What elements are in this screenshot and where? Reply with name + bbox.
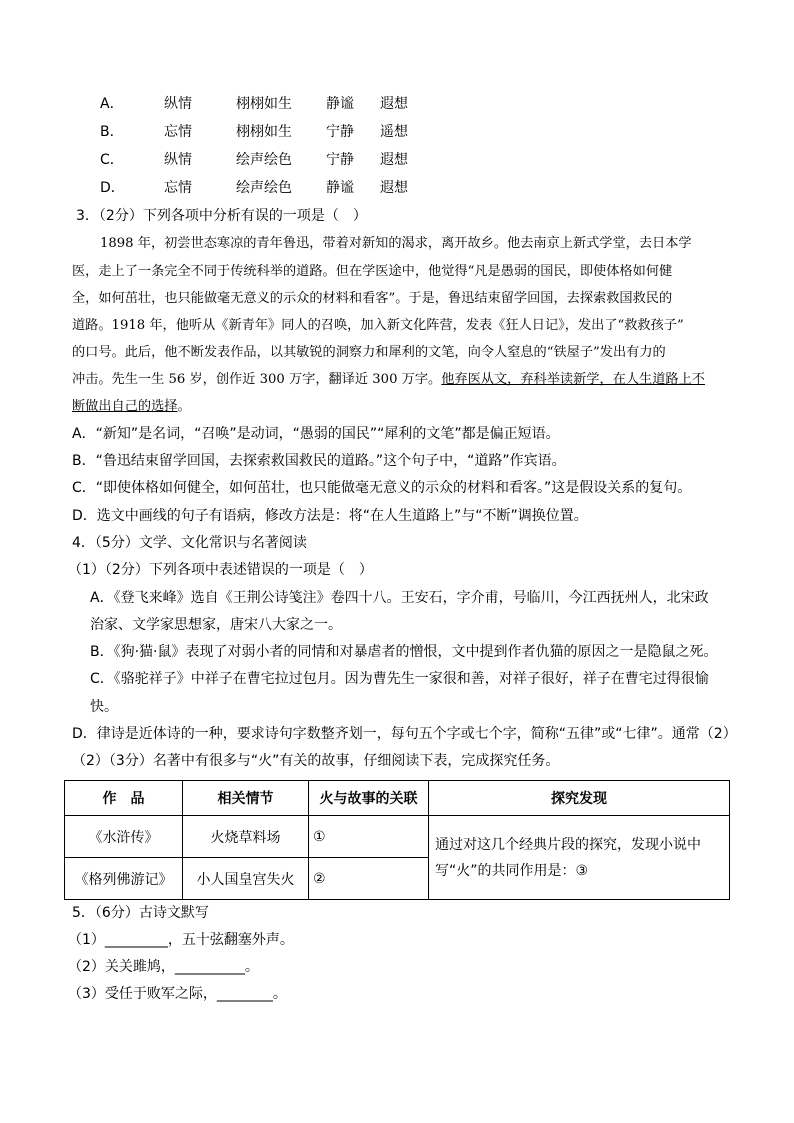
q3-passage-text: 冲击。先生一生 56 岁，创作近 300 万字，翻译近 300 万字。 bbox=[72, 372, 442, 387]
q2-word: 纵情 bbox=[164, 96, 192, 112]
q4-sub1-option-a-cont: 治家、文学家思想家，唐宋八大家之一。 bbox=[90, 617, 342, 633]
q2-option-c bbox=[100, 150, 408, 170]
table-cell-plot: 小人国皇宫失火 bbox=[183, 858, 309, 900]
q2-option-letter: A． bbox=[100, 96, 124, 112]
q2-word: 静谧 bbox=[326, 180, 354, 196]
q3-passage-line: 医，走上了一条完全不同于传统科举的道路。但在学医途中，他觉得“凡是愚弱的国民，即使体格如何健 bbox=[72, 264, 673, 279]
q2-option-d bbox=[100, 178, 408, 198]
q4-sub1-option-b: B．《狗·猫·鼠》表现了对弱小者的同情和对暴虐者的憎恨，文中提到作者仇猫的原因之一是隐鼠之死。 bbox=[90, 644, 718, 660]
q3-passage-line bbox=[72, 397, 191, 417]
table-cell-plot: 火烧草料场 bbox=[183, 816, 309, 858]
q2-word: 静谧 bbox=[326, 96, 354, 112]
q2-word: 遥想 bbox=[380, 124, 408, 140]
table-cell-work: 《水浒传》 bbox=[65, 816, 183, 858]
q3-passage-line bbox=[72, 370, 705, 390]
table-row bbox=[65, 816, 730, 858]
q3-passage-text: 。 bbox=[177, 399, 191, 414]
q3-option-d: D．选文中画线的句子有语病，修改方法是：将“在人生道路上”与“不断”调换位置。 bbox=[72, 508, 588, 524]
q2-word: 忘情 bbox=[164, 180, 192, 196]
q3-passage-line: 的口号。此后，他不断发表作品，以其敏锐的洞察力和犀利的文笔，向令人窒息的“铁屋子”发出有力的 bbox=[72, 345, 666, 360]
q4-stem: 4．（5分）文学、文化常识与名著阅读 bbox=[72, 535, 307, 551]
table-cell-link: ① bbox=[309, 816, 429, 858]
q2-word: 纵情 bbox=[164, 152, 192, 168]
table-header-cell: 相关情节 bbox=[183, 781, 309, 816]
q5-stem: 5．（6分）古诗文默写 bbox=[72, 905, 209, 921]
q4-sub2-stem: （2）（3分）名著中有很多与“火”有关的故事，仔细阅读下表，完成探究任务。 bbox=[72, 753, 560, 769]
table-header-cell: 探究发现 bbox=[429, 781, 730, 816]
q2-word: 绘声绘色 bbox=[236, 152, 292, 168]
q3-option-c: C．“即使体格如何健全，如何茁壮，也只能做毫无意义的示众的材料和看客。”这是假设关系的复句。 bbox=[72, 480, 692, 496]
q3-option-a: A．“新知”是名词，“召唤”是动词，“愚弱的国民”“犀利的文笔”都是偏正短语。 bbox=[72, 426, 560, 442]
q2-word: 遐想 bbox=[380, 152, 408, 168]
q4-sub1-option-d: D．律诗是近体诗的一种，要求诗句字数整齐划一，每句五个字或七个字，简称“五律”或“七律”。通常（2） bbox=[72, 726, 737, 742]
q3-passage-line: 全，如何茁壮，也只能做毫无意义的示众的材料和看客”。于是，鲁迅结束留学回国，去探索救国救民的 bbox=[72, 291, 673, 306]
q4-sub1-option-c: C．《骆驼祥子》中祥子在曹宅拉过包月。因为曹先生一家很和善，对祥子很好，祥子在曹宅过得很愉 bbox=[90, 671, 709, 687]
q2-option-letter: C． bbox=[100, 152, 124, 168]
q3-stem: 3．（2分）下列各项中分析有误的一项是（ ） bbox=[76, 208, 367, 224]
table-header-cell: 火与故事的关联 bbox=[309, 781, 429, 816]
q2-option-a bbox=[100, 94, 408, 114]
q2-word: 栩栩如生 bbox=[236, 124, 292, 140]
q2-word: 遐想 bbox=[380, 180, 408, 196]
q5-item: （3）受任于败军之际，________。 bbox=[68, 986, 287, 1002]
q2-word: 宁静 bbox=[326, 124, 354, 140]
q4-sub1-option-a: A．《登飞来峰》选自《王荆公诗笺注》卷四十八。王安石，字介甫，号临川，今江西抚州人，北宋政 bbox=[90, 590, 709, 606]
q3-underlined-sentence: 断做出自己的选择 bbox=[72, 399, 178, 414]
q3-underlined-sentence: 他弃医从文，弃科举读新学，在人生道路上不 bbox=[441, 372, 705, 387]
q2-word: 忘情 bbox=[164, 124, 192, 140]
q4-sub1-option-c-cont: 快。 bbox=[90, 699, 118, 715]
q2-word: 绘声绘色 bbox=[236, 180, 292, 196]
table-header-cell: 作 品 bbox=[65, 781, 183, 816]
q3-option-b: B．“鲁迅结束留学回国，去探索救国救民的道路。”这个句子中，“道路”作宾语。 bbox=[72, 453, 566, 469]
table-header-row bbox=[65, 781, 730, 816]
q2-word: 遐想 bbox=[380, 96, 408, 112]
q2-option-letter: B． bbox=[100, 124, 124, 140]
q2-option-letter: D． bbox=[100, 180, 125, 196]
q5-item: （2）关关雎鸠，__________。 bbox=[68, 959, 259, 975]
q4-sub1-stem: （1）（2分）下列各项中表述错误的一项是（ ） bbox=[68, 562, 373, 578]
q2-word: 栩栩如生 bbox=[236, 96, 292, 112]
q3-passage-line: 道路。1918 年，他听从《新青年》同人的召唤，加入新文化阵营，发表《狂人日记》，发出了“救救孩子” bbox=[72, 318, 684, 333]
exploration-table bbox=[64, 780, 730, 900]
table-cell-finding: 通过对这几个经典片段的探究，发现小说中写“火”的共同作用是：③ bbox=[429, 816, 730, 900]
table-cell-work: 《格列佛游记》 bbox=[65, 858, 183, 900]
q5-item: （1）_________，五十弦翻塞外声。 bbox=[68, 932, 294, 948]
q3-passage-line: 1898 年，初尝世态寒凉的青年鲁迅，带着对新知的渴求，离开故乡。他去南京上新式学堂，去日本学 bbox=[100, 236, 692, 251]
q2-word: 宁静 bbox=[326, 152, 354, 168]
table-cell-link: ② bbox=[309, 858, 429, 900]
q2-option-b bbox=[100, 122, 408, 142]
